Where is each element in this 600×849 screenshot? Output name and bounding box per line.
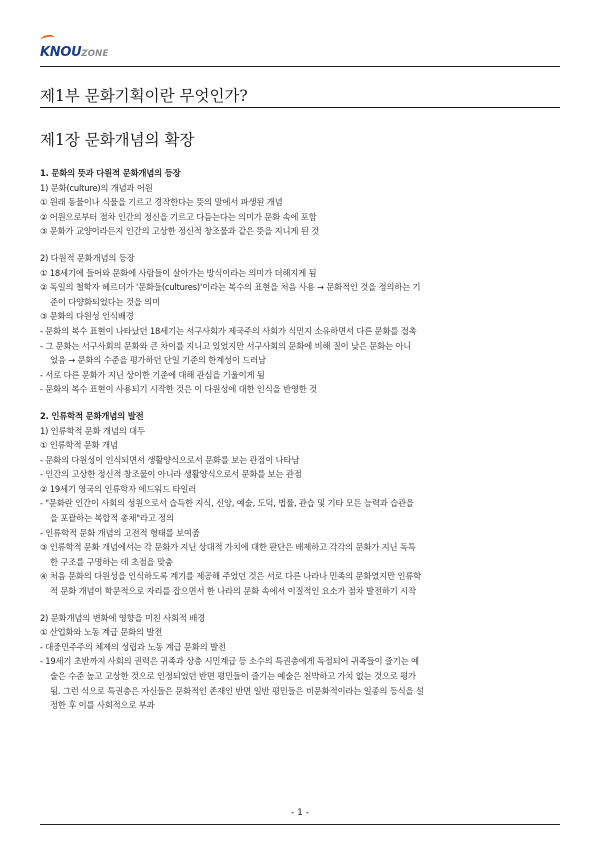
text-line: - 문화의 복수 표현이 사용되기 시작한 것은 이 다원성에 대한 인식을 반영한 것	[40, 384, 317, 395]
header-rule	[40, 66, 560, 67]
subsection-title: 1) 문화(culture)의 개념과 어원	[40, 182, 153, 193]
text-line: ③ 문화의 다원성 인식배경	[40, 311, 134, 322]
text-line: - 인류학적 문화 개념의 고전적 형태를 보여줌	[40, 527, 200, 538]
text-line: 준이 다양화되었다는 것을 의미	[50, 296, 160, 307]
text-line: 술은 수준 높고 고상한 것으로 인정되었던 반면 평민들이 즐기는 예술은 천박하고 가치 없는 것으로 평가	[50, 671, 416, 681]
subsection-title: 2) 문화개념의 변화에 영향을 미친 사회적 배경	[40, 612, 205, 623]
text-line: 정한 후 이를 사회적으로 부과	[50, 700, 155, 711]
text-line: 됨. 그런 식으로 특권층은 자신들은 문화적인 존재인 반면 일반 평민들은 비문화적이라는 일종의 등식을 설	[50, 685, 424, 696]
part-title: 제1부 문화기획이란 무엇인가?	[40, 87, 248, 105]
footer-rule	[40, 824, 560, 825]
chapter-title: 제1장 문화개념의 확장	[40, 131, 195, 149]
text-line: - 대중민주주의 체제의 성립과 노동 계급 문화의 발전	[40, 641, 226, 652]
logo-swoosh-icon	[41, 34, 56, 44]
text-line: - 문화의 다원성이 인식되면서 생활양식으로서 문화를 보는 관점이 나타남	[40, 454, 300, 465]
text-line: ① 산업화와 노동 계급 문화의 발전	[40, 627, 163, 638]
text-line: ② 19세기 영국의 인류학자 에드워드 타일러	[40, 483, 197, 494]
subsection-title: 2) 다원적 문화개념의 등장	[40, 252, 135, 263]
text-line: - 인간의 고상한 정신적 창조물이 아니라 생활양식으로서 문화를 보는 관점	[40, 469, 302, 480]
text-line: - 그 문화는 서구사회의 문화와 큰 차이를 지니고 있었지만 서구사회의 문화에 비해 질이 낮은 문화는 아니	[40, 340, 412, 351]
text-line: ① 인류학적 문화 개념	[40, 440, 118, 451]
text-line: 었음 → 문화의 수준을 평가하던 단일 기준의 한계성이 드러남	[50, 355, 266, 366]
text-line: ① 18세기에 들어와 문화에 사람들이 살아가는 방식이라는 의미가 더해지게 됨	[40, 267, 317, 278]
logo-suffix: ZONE	[81, 49, 109, 59]
page-number: - 1 -	[291, 808, 309, 818]
logo-brand: KNOU	[40, 45, 82, 60]
text-line: 적 문화 개념이 학문적으로 자리를 잡으면서 한 나라의 문화 속에서 이질적인 요소가 점차 발전하기 시작	[50, 586, 416, 597]
document-body	[40, 166, 558, 713]
list-item: ① 원래 동물이나 식물을 기르고 경작한다는 뜻의 말에서 파생된 개념	[40, 197, 283, 208]
text-line: - 19세기 초반까지 사회의 권력은 귀족과 상층 시민계급 등 소수의 특권층에게 독점되어 귀족들이 즐기는 예	[40, 656, 419, 667]
part-title-underline	[40, 107, 560, 108]
section-heading: 1. 문화의 뜻과 다원적 문화개념의 등장	[40, 168, 181, 178]
text-line: ③ 인류학적 문화 개념에서는 각 문화가 지닌 상대적 가치에 대한 판단은 배제하고 각각의 문화가 지닌 독특	[40, 542, 416, 553]
text-line: - "문화란 인간이 사회의 성원으로서 습득한 지식, 신앙, 예술, 도덕, 법률, 관습 및 기타 모든 능력과 습관을	[40, 498, 414, 509]
list-item: ② 어원으로부터 점차 인간의 정신을 기르고 다듬는다는 의미가 문화 속에 포함	[40, 211, 317, 222]
knouzone-logo	[40, 41, 108, 61]
subsection-title: 1) 인류학적 문화 개념의 대두	[40, 425, 145, 436]
text-line: - 문화의 복수 표현이 나타났던 18세기는 서구사회가 제국주의 사회가 식민지 소유하면서 다른 문화를 접촉	[40, 325, 417, 336]
text-line: 한 구조를 구명하는 데 초점을 맞춤	[50, 556, 173, 567]
section-heading: 2. 인류학적 문화개념의 발전	[40, 410, 144, 421]
list-item: ③ 문화가 교양이라든지 인간의 고상한 정신적 창조물과 같은 뜻을 지니게 된 것	[40, 226, 319, 237]
text-line: - 서로 다른 문화가 지닌 상이한 기준에 대해 관심을 기울이게 됨	[40, 369, 265, 380]
text-line: ④ 처음 문화의 다원성을 인식하도록 계기를 제공해 주었던 것은 서로 다른 나라나 민족의 문화였지만 인류학	[40, 571, 422, 582]
text-line: 을 포괄하는 복합적 총체"라고 정의	[50, 513, 174, 524]
text-line: ② 독일의 철학자 헤르더가 '문화들(cultures)'이라는 복수의 표현을 처음 사용 → 문화적인 것을 정의하는 기	[40, 282, 421, 293]
